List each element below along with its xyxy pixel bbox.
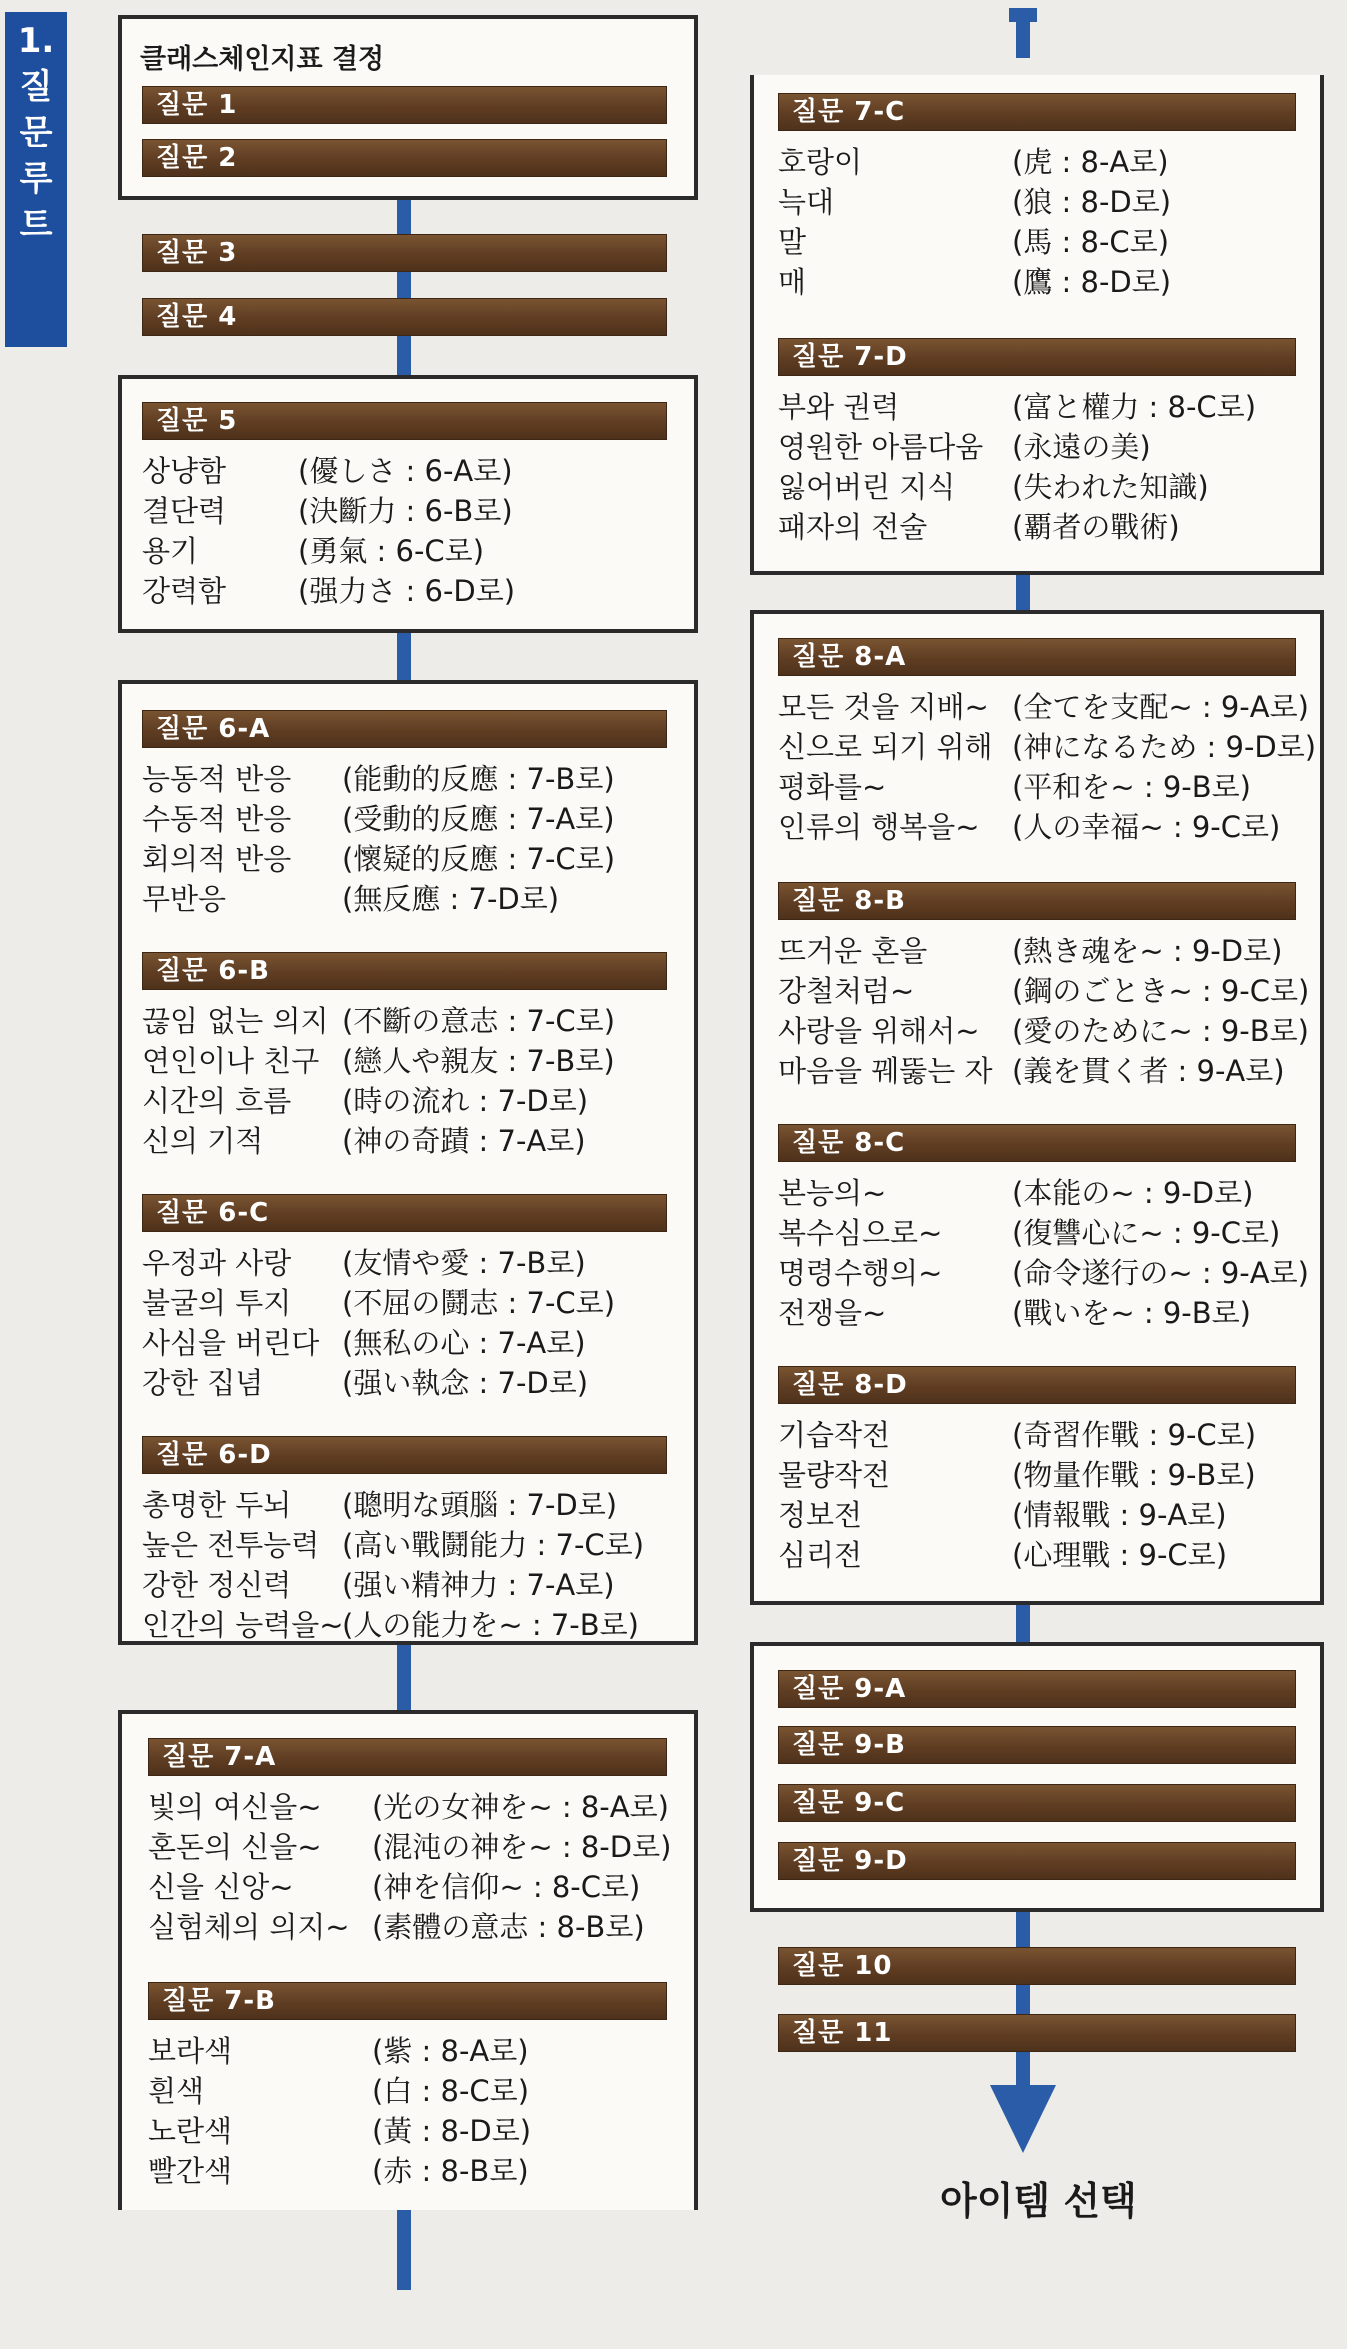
- answer-korean: 끊임 없는 의지: [142, 1004, 329, 1038]
- question-bar: 질문 6-A: [142, 710, 667, 748]
- answer-japanese: (素體の意志 : 8-B로): [372, 1910, 645, 1944]
- question-bar: 질문 7-B: [148, 1982, 667, 2020]
- answer-korean: 늑대: [778, 185, 835, 219]
- question-bar: 질문 8-B: [778, 882, 1296, 920]
- down-arrow-icon: [990, 2085, 1056, 2153]
- answer-japanese: (黃 : 8-D로): [372, 2114, 532, 2148]
- answer-japanese: (人の幸福~ : 9-C로): [1012, 810, 1281, 844]
- answer-japanese: (命令遂行の~ : 9-A로): [1012, 1256, 1309, 1290]
- question-bar-4: 질문 4: [142, 298, 667, 336]
- answer-korean: 불굴의 투지: [142, 1286, 292, 1320]
- box-title: 클래스체인지표 결정: [140, 44, 385, 75]
- answer-korean: 인류의 행복을~: [778, 810, 980, 844]
- answer-japanese: (狼 : 8-D로): [1012, 185, 1172, 219]
- answer-korean: 복수심으로~: [778, 1216, 943, 1250]
- answer-korean: 인간의 능력을~: [142, 1608, 344, 1642]
- answer-japanese: (混沌の神を~ : 8-D로): [372, 1830, 672, 1864]
- question-bar-9: 질문 9-D: [778, 1842, 1296, 1880]
- answer-korean: 노란색: [148, 2114, 233, 2148]
- answer-japanese: (決斷力 : 6-B로): [298, 494, 513, 528]
- answer-japanese: (光の女神を~ : 8-A로): [372, 1790, 669, 1824]
- question-bar: 질문 8-C: [778, 1124, 1296, 1162]
- question-bar: 질문 6-D: [142, 1436, 667, 1474]
- question-bar: 질문 6-C: [142, 1194, 667, 1232]
- answer-korean: 사랑을 위해서~: [778, 1014, 980, 1048]
- flow-connector: [397, 195, 411, 375]
- answer-korean: 우정과 사랑: [142, 1246, 292, 1280]
- answer-korean: 본능의~: [778, 1176, 887, 1210]
- answer-korean: 결단력: [142, 494, 227, 528]
- answer-korean: 능동적 반응: [142, 762, 292, 796]
- answer-korean: 물량작전: [778, 1458, 891, 1492]
- answer-japanese: (心理戰 : 9-C로): [1012, 1538, 1228, 1572]
- answer-japanese: (受動的反應 : 7-A로): [342, 802, 615, 836]
- answer-japanese: (優しさ : 6-A로): [298, 454, 513, 488]
- answer-japanese: (强力さ : 6-D로): [298, 574, 516, 608]
- answer-korean: 용기: [142, 534, 199, 568]
- answer-japanese: (友情や愛 : 7-B로): [342, 1246, 586, 1280]
- question-bar-2: 질문 2: [142, 139, 667, 177]
- answer-japanese: (不屈の鬪志 : 7-C로): [342, 1286, 616, 1320]
- section-tab: [5, 12, 67, 347]
- answer-japanese: (熱き魂を~ : 9-D로): [1012, 934, 1283, 968]
- answer-korean: 전쟁을~: [778, 1296, 887, 1330]
- answer-korean: 명령수행의~: [778, 1256, 943, 1290]
- final-step-label: 아이템 선택: [940, 2179, 1137, 2223]
- answer-japanese: (勇氣 : 6-C로): [298, 534, 485, 568]
- answer-japanese: (神の奇蹟 : 7-A로): [342, 1124, 586, 1158]
- answer-korean: 보라색: [148, 2034, 233, 2068]
- answer-japanese: (戀人や親友 : 7-B로): [342, 1044, 615, 1078]
- question-bar-3: 질문 3: [142, 234, 667, 272]
- answer-japanese: (鷹 : 8-D로): [1012, 265, 1172, 299]
- flow-connector: [1016, 1600, 1030, 1645]
- answer-japanese: (富と權力 : 8-C로): [1012, 390, 1257, 424]
- answer-korean: 회의적 반응: [142, 842, 292, 876]
- question-bar: 질문 7-D: [778, 338, 1296, 376]
- flow-connector: [1016, 575, 1030, 615]
- answer-japanese: (不斷の意志 : 7-C로): [342, 1004, 616, 1038]
- answer-korean: 무반응: [142, 882, 227, 916]
- answer-korean: 사심을 버린다: [142, 1326, 320, 1360]
- answer-korean: 강력함: [142, 574, 227, 608]
- answer-japanese: (懷疑的反應 : 7-C로): [342, 842, 616, 876]
- answer-korean: 빨간색: [148, 2154, 233, 2188]
- answer-japanese: (無私の心 : 7-A로): [342, 1326, 586, 1360]
- answer-japanese: (白 : 8-C로): [372, 2074, 530, 2108]
- question-bar-1: 질문 1: [142, 86, 667, 124]
- answer-korean: 뜨거운 혼을: [778, 934, 928, 968]
- answer-korean: 강철처럼~: [778, 974, 915, 1008]
- answer-korean: 강한 정신력: [142, 1568, 292, 1602]
- answer-japanese: (平和を~ : 9-B로): [1012, 770, 1251, 804]
- answer-japanese: (覇者の戰術): [1012, 510, 1180, 544]
- answer-japanese: (戰いを~ : 9-B로): [1012, 1296, 1251, 1330]
- answer-korean: 심리전: [778, 1538, 863, 1572]
- question-bar-5: 질문 5: [142, 402, 667, 440]
- answer-korean: 마음을 꿰뚫는 자: [778, 1054, 993, 1088]
- answer-korean: 신으로 되기 위해: [778, 730, 993, 764]
- answer-korean: 모든 것을 지배~: [778, 690, 989, 724]
- answer-japanese: (强い執念 : 7-D로): [342, 1366, 589, 1400]
- answer-japanese: (物量作戰 : 9-B로): [1012, 1458, 1256, 1492]
- question-bar-10: 질문 10: [778, 1947, 1296, 1985]
- question-bar-9: 질문 9-A: [778, 1670, 1296, 1708]
- answer-japanese: (失われた知識): [1012, 470, 1209, 504]
- answer-korean: 빛의 여신을~: [148, 1790, 322, 1824]
- answer-japanese: (神を信仰~ : 8-C로): [372, 1870, 641, 1904]
- answer-korean: 평화를~: [778, 770, 887, 804]
- answer-korean: 흰색: [148, 2074, 205, 2108]
- answer-korean: 연인이나 친구: [142, 1044, 320, 1078]
- question-bar: 질문 7-C: [778, 93, 1296, 131]
- answer-japanese: (强い精神力 : 7-A로): [342, 1568, 615, 1602]
- section-char: 질: [19, 67, 53, 107]
- answer-japanese: (義を貫く者 : 9-A로): [1012, 1054, 1285, 1088]
- answer-korean: 신을 신앙~: [148, 1870, 294, 1904]
- answer-japanese: (時の流れ : 7-D로): [342, 1084, 589, 1118]
- answer-japanese: (奇習作戰 : 9-C로): [1012, 1418, 1257, 1452]
- answer-japanese: (復讐心に~ : 9-C로): [1012, 1216, 1281, 1250]
- section-char: 문: [19, 113, 53, 153]
- section-char: 트: [19, 205, 53, 245]
- answer-japanese: (全てを支配~ : 9-A로): [1012, 690, 1309, 724]
- answer-japanese: (虎 : 8-A로): [1012, 145, 1169, 179]
- flow-connector: [1016, 1910, 1030, 2090]
- answer-korean: 강한 집념: [142, 1366, 264, 1400]
- flow-connector: [397, 630, 411, 680]
- answer-korean: 혼돈의 신을~: [148, 1830, 322, 1864]
- answer-korean: 높은 전투능력: [142, 1528, 320, 1562]
- answer-japanese: (能動的反應 : 7-B로): [342, 762, 615, 796]
- question-bar-9: 질문 9-C: [778, 1784, 1296, 1822]
- question-bar: 질문 8-A: [778, 638, 1296, 676]
- answer-korean: 기습작전: [778, 1418, 891, 1452]
- answer-japanese: (聰明な頭腦 : 7-D로): [342, 1488, 618, 1522]
- answer-japanese: (無反應 : 7-D로): [342, 882, 560, 916]
- answer-japanese: (馬 : 8-C로): [1012, 225, 1170, 259]
- answer-japanese: (人の能力を~ : 7-B로): [342, 1608, 639, 1642]
- flow-connector: [397, 2210, 411, 2290]
- answer-japanese: (紫 : 8-A로): [372, 2034, 529, 2068]
- answer-korean: 부와 권력: [778, 390, 900, 424]
- section-number: 1.: [17, 21, 55, 61]
- answer-japanese: (情報戰 : 9-A로): [1012, 1498, 1227, 1532]
- answer-korean: 시간의 흐름: [142, 1084, 292, 1118]
- answer-korean: 말: [778, 225, 807, 259]
- answer-korean: 매: [778, 265, 807, 299]
- question-bar-11: 질문 11: [778, 2014, 1296, 2052]
- answer-japanese: (永遠の美): [1012, 430, 1151, 464]
- flow-connector: [1009, 8, 1037, 22]
- answer-korean: 실험체의 의지~: [148, 1910, 350, 1944]
- answer-korean: 상냥함: [142, 454, 227, 488]
- answer-korean: 정보전: [778, 1498, 863, 1532]
- question-bar-9: 질문 9-B: [778, 1726, 1296, 1764]
- question-bar: 질문 8-D: [778, 1366, 1296, 1404]
- answer-japanese: (愛のために~ : 9-B로): [1012, 1014, 1309, 1048]
- answer-japanese: (鋼のごとき~ : 9-C로): [1012, 974, 1310, 1008]
- answer-japanese: (本能の~ : 9-D로): [1012, 1176, 1254, 1210]
- question-bar: 질문 6-B: [142, 952, 667, 990]
- answer-korean: 패자의 전술: [778, 510, 928, 544]
- answer-korean: 수동적 반응: [142, 802, 292, 836]
- section-char: 루: [19, 159, 53, 199]
- answer-korean: 신의 기적: [142, 1124, 264, 1158]
- answer-korean: 총명한 두뇌: [142, 1488, 292, 1522]
- flow-connector: [397, 1640, 411, 1710]
- answer-japanese: (神になるため : 9-D로): [1012, 730, 1317, 764]
- answer-korean: 영원한 아름다움: [778, 430, 984, 464]
- answer-korean: 잃어버린 지식: [778, 470, 956, 504]
- answer-japanese: (高い戰鬪能力 : 7-C로): [342, 1528, 645, 1562]
- question-bar: 질문 7-A: [148, 1738, 667, 1776]
- answer-korean: 호랑이: [778, 145, 863, 179]
- answer-japanese: (赤 : 8-B로): [372, 2154, 529, 2188]
